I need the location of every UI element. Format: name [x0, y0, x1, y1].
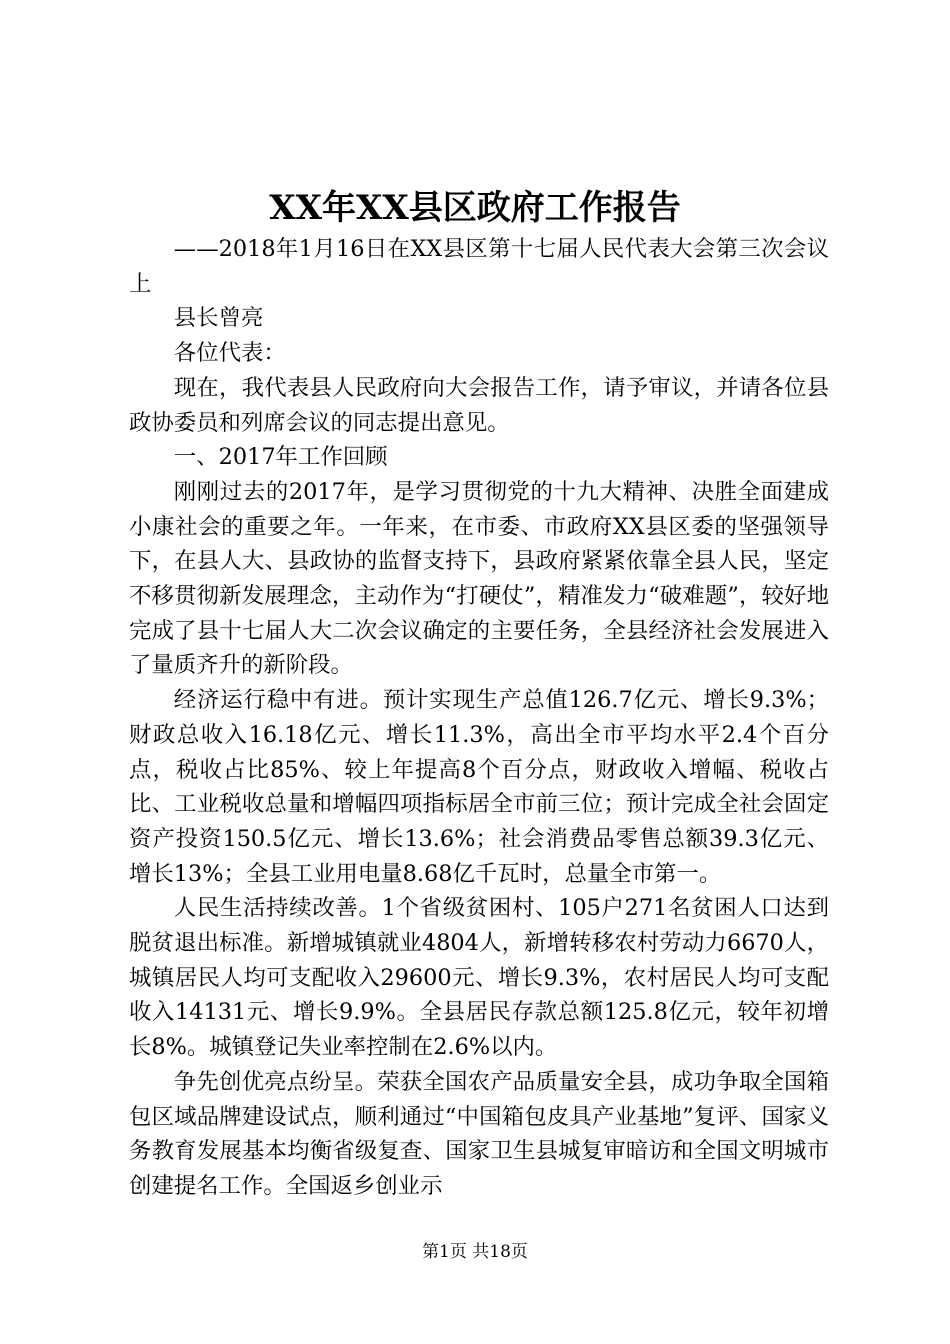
body-paragraph: 现在，我代表县人民政府向大会报告工作，请予审议，并请各位县政协委员和列席会议的同志提出意见。	[129, 374, 829, 436]
salutation: 各位代表：	[173, 340, 286, 367]
speaker-line: 县长曾亮	[173, 305, 264, 332]
document-body	[129, 232, 829, 1204]
subtitle-paragraph: ——2018年1月16日在XX县区第十七届人民代表大会第三次会议上	[129, 236, 829, 297]
body-paragraph: 经济运行稳中有进。预计实现生产总值126.7亿元、增长9.3%；财政总收入16.18亿元、增长11.3%，高出全市平均水平2.4个百分点，税收占比85%、较上年提高8个百分点，财政收入增幅、税收占比、工业税收总量和增幅四项指标居全市前三位；预计完成全社会固定资产投资150.5亿元、增长13.6%；社会消费品零售总额39.3亿元、增长13%；全县工业用电量8.68亿千瓦时，总量全市第一。	[129, 687, 829, 887]
document-title: XX年XX县区政府工作报告	[269, 188, 681, 228]
page-footer: 第1页 共18页	[422, 1242, 528, 1262]
body-paragraph: 刚刚过去的2017年，是学习贯彻党的十九大精神、决胜全面建成小康社会的重要之年。一年来，在市委、市政府XX县区委的坚强领导下，在县人大、县政协的监督支持下，县政府紧紧依靠全县人民，坚定不移贯彻新发展理念，主动作为“打硬仗”，精准发力“破难题”，较好地完成了县十七届人大二次会议确定的主要任务，全县经济社会发展进入了量质齐升的新阶段。	[129, 478, 829, 679]
body-paragraph: 争先创优亮点纷呈。荣获全国农产品质量安全县，成功争取全国箱包区域品牌建设试点，顺利通过“中国箱包皮具产业基地”复评、国家义务教育发展基本均衡省级复查、国家卫生县城复审暗访和全国文明城市创建提名工作。全国返乡创业示	[129, 1068, 829, 1199]
body-paragraph: 人民生活持续改善。1个省级贫困村、105户271名贫困人口达到脱贫退出标准。新增城镇就业4804人，新增转移农村劳动力6670人，城镇居民人均可支配收入29600元、增长9.3%，农村居民人均可支配收入14131元、增长9.9%。全县居民存款总额125.8亿元，较年初增长8%。城镇登记失业率控制在2.6%以内。	[129, 895, 829, 1061]
section-heading: 一、2017年工作回顾	[173, 444, 388, 471]
